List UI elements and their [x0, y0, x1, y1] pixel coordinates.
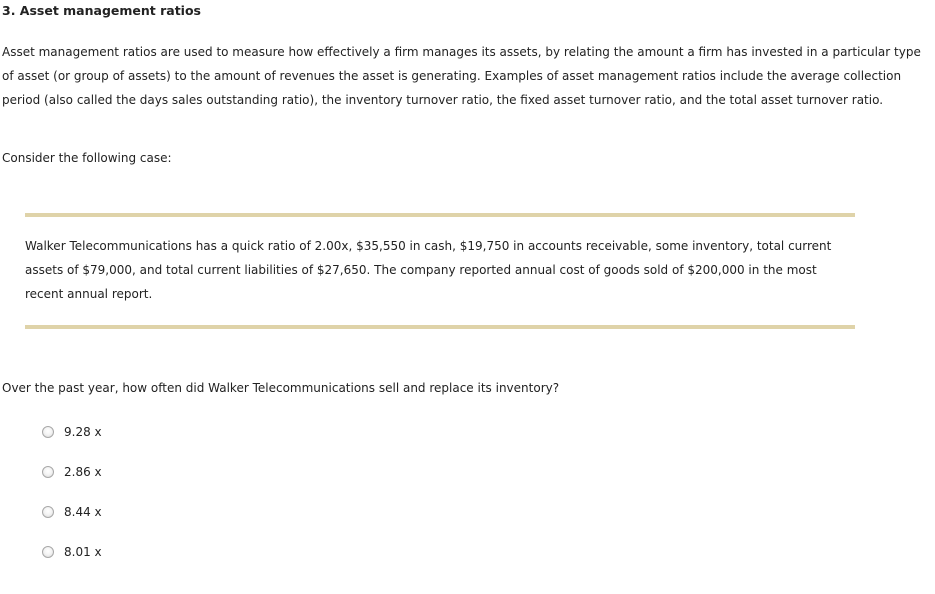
- option-label[interactable]: 2.86 x: [64, 465, 102, 479]
- option-label[interactable]: 8.01 x: [64, 545, 102, 559]
- section-heading: 3. Asset management ratios: [2, 3, 201, 18]
- question-prompt: Over the past year, how often did Walker Telecommunications sell and replace its inventory?: [2, 381, 560, 395]
- answer-option-2[interactable]: [42, 462, 102, 482]
- radio-button[interactable]: [42, 466, 54, 478]
- case-bottom-rule: [25, 325, 855, 329]
- option-label[interactable]: 9.28 x: [64, 425, 102, 439]
- case-top-rule: [25, 213, 855, 217]
- case-text: Walker Telecommunications has a quick ratio of 2.00x, $35,550 in cash, $19,750 in accounts receivable, some inventory, total current assets of $79,000, and total current liabilities of $27,650. The company reported annual cost of goods sold of $200,000 in the most recent annual report.: [25, 239, 832, 301]
- consider-text: Consider the following case:: [2, 151, 172, 165]
- answer-option-1[interactable]: [42, 422, 102, 442]
- radio-button[interactable]: [42, 426, 54, 438]
- radio-button[interactable]: [42, 506, 54, 518]
- intro-paragraph: Asset management ratios are used to measure how effectively a firm manages its assets, by relating the amount a firm has invested in a particular type of asset (or group of assets) to the amount of revenues the asset is generating. Examples of asset management ratios include the average collection period (also called the days sales outstanding ratio), the inventory turnover ratio, the fixed asset turnover ratio, and the total asset turnover ratio.: [2, 45, 921, 107]
- answer-option-4[interactable]: [42, 542, 102, 562]
- option-label[interactable]: 8.44 x: [64, 505, 102, 519]
- answer-options: [42, 422, 102, 582]
- radio-button[interactable]: [42, 546, 54, 558]
- answer-option-3[interactable]: [42, 502, 102, 522]
